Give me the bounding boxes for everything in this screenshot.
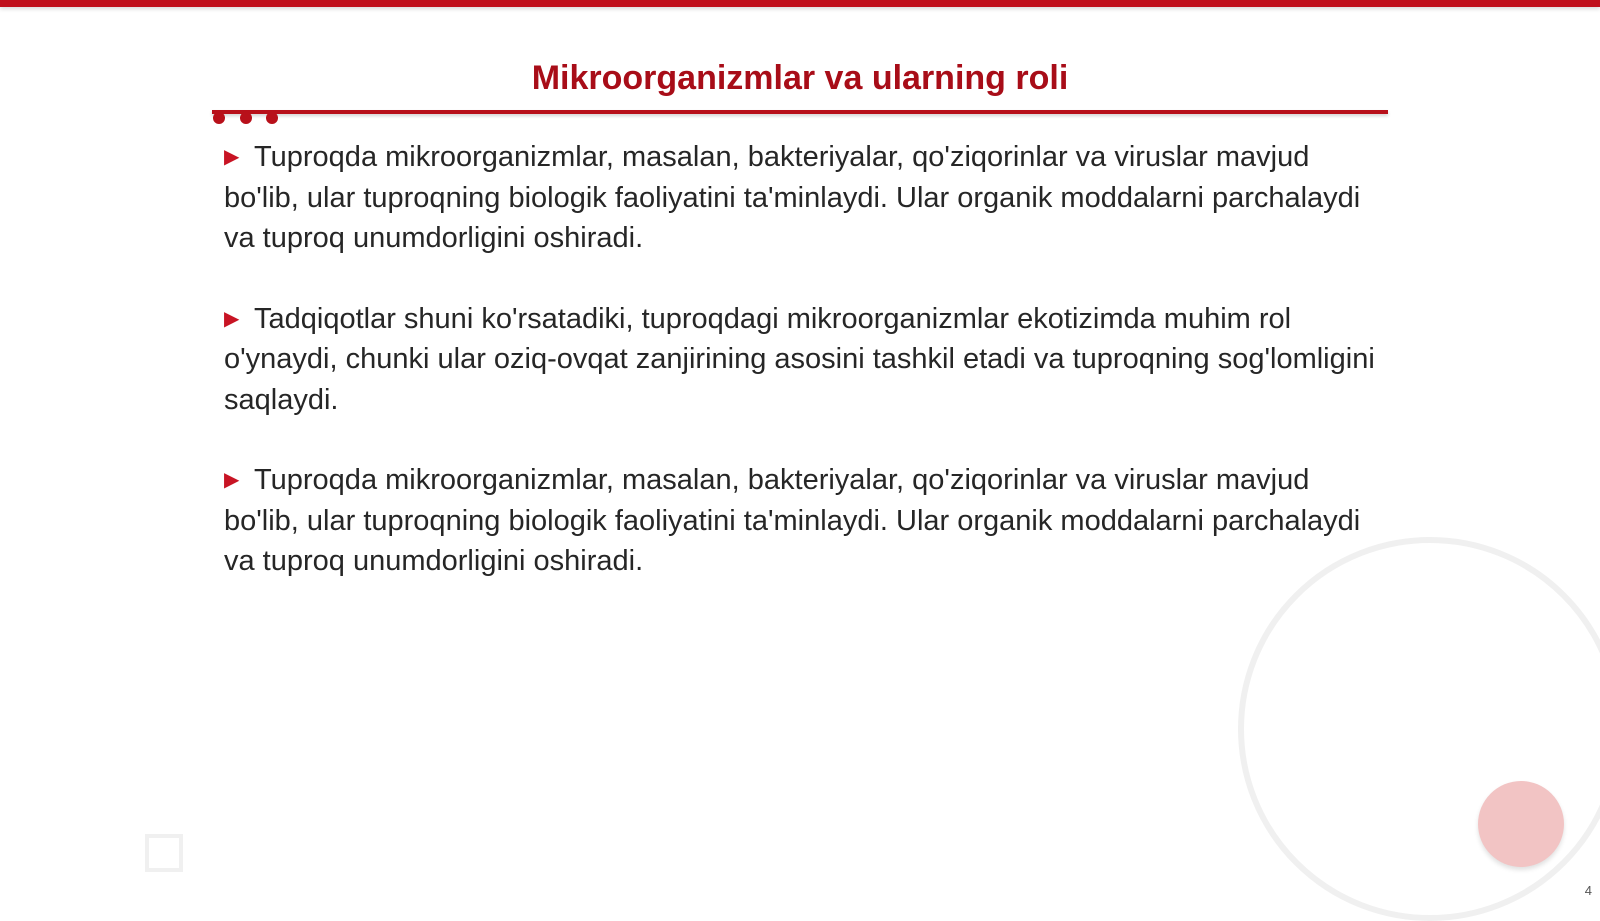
slide-content	[224, 137, 1384, 622]
bullet-item	[224, 137, 1384, 259]
triangle-right-icon: ▶	[224, 146, 240, 168]
square-outline-decoration	[145, 834, 183, 872]
bullet-text: Tadqiqotlar shuni ko'rsatadiki, tuproqdagi mikroorganizmlar ekotizimda muhim rol o'ynaydi, chunki ular oziq-ovqat zanjirining asosini tashkil etadi va tuproqning sog'lomligini saqlaydi.	[224, 302, 1375, 416]
bullet-item	[224, 460, 1384, 582]
title-dot-icon	[266, 112, 278, 124]
top-accent-bar	[0, 0, 1600, 7]
bullet-item	[224, 299, 1384, 421]
ring-decoration	[1238, 537, 1600, 921]
triangle-right-icon: ▶	[224, 307, 240, 330]
pink-circle-decoration	[1478, 781, 1564, 867]
slide-title: Mikroorganizmlar va ularning roli	[531, 59, 1069, 97]
title-dot-icon	[213, 112, 225, 124]
title-underline	[212, 110, 1388, 114]
bullet-text: Tuproqda mikroorganizmlar, masalan, bakteriyalar, qo'ziqorinlar va viruslar mavjud bo'lib, ular tuproqning biologik faoliyatini ta'minlaydi. Ular organik moddalarni parchalaydi va tuproq unumdorligini oshiradi.	[224, 141, 1361, 254]
title-dot-icon	[240, 112, 252, 124]
triangle-right-icon: ▶	[224, 469, 240, 491]
page-number: 4	[1584, 883, 1592, 898]
bullet-text: Tuproqda mikroorganizmlar, masalan, bakteriyalar, qo'ziqorinlar va viruslar mavjud bo'lib, ular tuproqning biologik faoliyatini ta'minlaydi. Ular organik moddalarni parchalaydi va tuproq unumdorligini oshiradi.	[224, 464, 1361, 577]
